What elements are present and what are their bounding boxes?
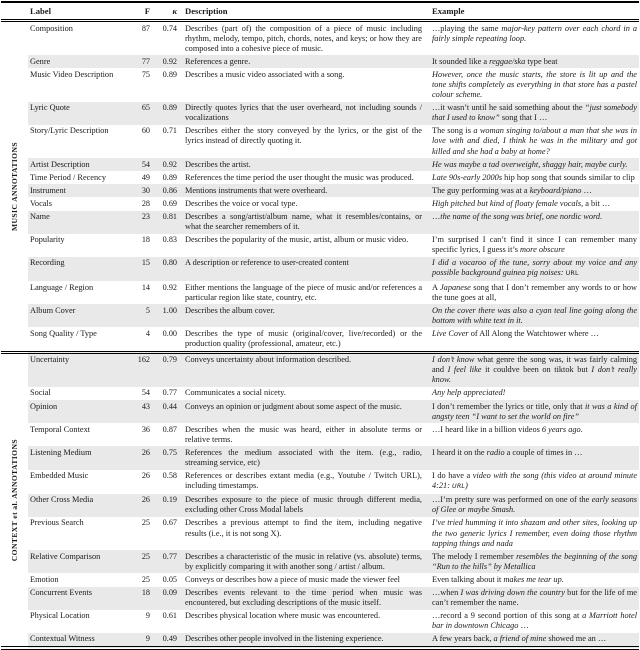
label-cell: Vocals	[30, 198, 52, 208]
example-cell: I’ve tried humming it into shazam and other sites, looking up the two generic lyrics I remember, even doing those rhythm tapping things and nada	[432, 518, 637, 548]
table-row	[1, 387, 639, 400]
label-cell: Song Quality / Type	[30, 328, 97, 338]
kappa-cell: 0.05	[162, 574, 177, 584]
description-cell: Conveys uncertainty about information described.	[179, 352, 429, 387]
example-cell: The song is a woman singing to/about a man that she was in love with and died, I think he was in the military and got killed and she had a baby at home?	[432, 126, 637, 156]
label-cell: Artist Description	[28, 158, 132, 171]
header-row	[1, 2, 639, 21]
label-cell: Previous Search	[30, 518, 84, 528]
description-cell: References or describes extant media (e.g., Youtube / Twitch URL), including timestamps.	[185, 471, 422, 491]
kappa-cell: 0.00	[162, 328, 177, 338]
table-row	[1, 587, 639, 610]
kappa-cell: 0.83	[162, 235, 177, 245]
table-row	[1, 423, 639, 446]
section-title-vertical	[1, 352, 28, 648]
kappa-cell: 0.74	[162, 23, 177, 33]
kappa-cell: 0.77	[162, 388, 177, 398]
section-title-text: MUSIC ANNOTATIONS	[10, 141, 19, 231]
example-cell: …record a 9 second portion of this song at a Marriott hotel bar in downtown Chicago …	[432, 611, 637, 631]
description-cell: Describes the popularity of the music, artist, album or music video.	[185, 235, 409, 245]
frequency-cell: 4	[145, 328, 150, 338]
kappa-cell: 0.89	[152, 102, 179, 125]
table-row	[1, 610, 639, 633]
description-cell: Describes the type of music (original/cover, live/recorded) or the production quality (professional, amateur, etc.)	[185, 328, 422, 349]
kappa-cell: 0.67	[162, 518, 177, 528]
table-row	[1, 327, 639, 352]
table-row	[1, 494, 639, 517]
frequency-cell: 26	[132, 494, 152, 517]
table-row	[1, 257, 639, 281]
description-cell: Conveys or describes how a piece of music made the viewer feel	[185, 574, 400, 584]
kappa-cell: 0.92	[152, 55, 179, 68]
example-cell: He was maybe a tad overweight, shaggy hair, maybe curly.	[429, 158, 639, 171]
label-cell: Name	[28, 211, 132, 234]
table-row	[1, 400, 639, 423]
frequency-cell: 26	[141, 471, 150, 481]
example-cell: Live Cover of All Along the Watchtower where …	[432, 328, 599, 338]
kappa-cell: 0.80	[152, 257, 179, 281]
frequency-cell: 14	[141, 282, 150, 292]
kappa-cell: 0.58	[162, 471, 177, 481]
frequency-cell: 28	[141, 198, 150, 208]
label-cell: Recording	[28, 257, 132, 281]
example-cell: I don’t remember the lyrics or title, only that it was a kind of angsty teen “I want to set the world on fire”	[429, 400, 639, 423]
frequency-cell: 36	[141, 424, 150, 434]
example-cell: High pitched but kind of floaty female vocals, a bit …	[432, 198, 611, 208]
description-cell: Describes the artist.	[179, 158, 429, 171]
table-row	[1, 158, 639, 171]
kappa-cell: 0.49	[152, 633, 179, 648]
frequency-cell: 75	[141, 69, 150, 79]
description-cell: Describes when the music was heard, either in absolute terms or relative terms.	[185, 424, 422, 444]
label-cell: Composition	[30, 23, 73, 33]
table-row	[1, 550, 639, 573]
description-cell: References a genre.	[179, 55, 429, 68]
example-cell: The guy performing was at a keyboard/piano …	[429, 184, 639, 197]
table-header	[1, 2, 639, 21]
description-cell: References the time period the user thought the music was produced.	[185, 172, 414, 182]
label-cell: Relative Comparison	[28, 550, 132, 573]
frequency-cell: 18	[132, 587, 152, 610]
kappa-cell: 0.71	[162, 126, 177, 136]
example-cell: …I heard like in a billion videos 6 years ago.	[432, 424, 583, 434]
label-cell: Story/Lyric Description	[30, 126, 109, 136]
description-cell: Describes a characteristic of the music in relative (vs. absolute) terms, by explicitly comparing it with another song / artist / album.	[179, 550, 429, 573]
kappa-cell: 0.75	[152, 446, 179, 469]
label-cell: Contextual Witness	[28, 633, 132, 648]
kappa-cell: 0.61	[162, 611, 177, 621]
description-cell: Describes a previous attempt to find the item, including negative results (i.e., it is not song X).	[185, 518, 422, 538]
example-cell: I do have a video with the song (this video at around minute 4:21: URL)	[432, 471, 637, 491]
label-cell: Temporal Context	[30, 424, 91, 434]
col-header-frequency: F	[132, 2, 152, 21]
kappa-cell: 0.89	[162, 172, 177, 182]
kappa-cell: 0.09	[152, 587, 179, 610]
table-row	[1, 55, 639, 68]
label-cell: Lyric Quote	[28, 102, 132, 125]
frequency-cell: 18	[141, 235, 150, 245]
label-cell: Listening Medium	[28, 446, 132, 469]
label-cell: Album Cover	[28, 304, 132, 327]
frequency-cell: 25	[132, 550, 152, 573]
label-cell: Physical Location	[30, 611, 90, 621]
label-cell: Concurrent Events	[28, 587, 132, 610]
kappa-cell: 0.81	[152, 211, 179, 234]
table-row	[1, 171, 639, 184]
frequency-cell: 87	[141, 23, 150, 33]
frequency-cell: 26	[132, 446, 152, 469]
table-row	[1, 234, 639, 257]
label-cell: Music Video Description	[30, 69, 114, 79]
description-cell: References the medium associated with the item. (e.g., radio, streaming service, etc)	[179, 446, 429, 469]
annotation-section	[1, 21, 639, 353]
example-cell: …the name of the song was brief, one nordic word.	[429, 211, 639, 234]
section-title-text: CONTEXT et al. ANNOTATIONS	[10, 438, 19, 561]
col-header-example: Example	[429, 2, 639, 21]
kappa-cell: 0.77	[152, 550, 179, 573]
annotation-section	[1, 352, 639, 648]
table-row	[1, 68, 639, 101]
frequency-cell: 25	[141, 518, 150, 528]
frequency-cell: 15	[132, 257, 152, 281]
example-cell: However, once the music starts, the store is lit up and the tone shifts completely as everything in that store has a pastel colour scheme.	[432, 69, 637, 100]
frequency-cell: 162	[132, 352, 152, 387]
frequency-cell: 54	[132, 158, 152, 171]
label-cell: Social	[30, 388, 51, 398]
description-cell: Describes events relevant to the time period when music was encountered, but excluding descriptions of the music itself.	[179, 587, 429, 610]
description-cell: Describes a song/artist/album name, what it resembles/contains, or what the searcher remembers of it.	[179, 211, 429, 234]
example-cell: A few years back, a friend of mine showed me an …	[429, 633, 639, 648]
label-cell: Instrument	[28, 184, 132, 197]
col-header-description: Description	[179, 2, 429, 21]
example-cell: …it wasn’t until he said something about the “just somebody that I used to know” song that I …	[429, 102, 639, 125]
description-cell: Describes physical location where music was encountered.	[185, 611, 381, 621]
example-cell: …when I was driving down the country but for the life of me can’t remember the name.	[429, 587, 639, 610]
table-row	[1, 21, 639, 56]
table-row	[1, 304, 639, 327]
frequency-cell: 60	[141, 126, 150, 136]
label-cell: Time Period / Recency	[30, 172, 106, 182]
table-row	[1, 184, 639, 197]
example-cell: Any help appreciated!	[432, 388, 506, 398]
table-row	[1, 517, 639, 550]
example-cell: A Japanese song that I don’t remember any words to or how the tune goes at all,	[432, 282, 638, 302]
example-cell: …playing the same major-key pattern over each chord in a fairly simple repeating loop.	[432, 23, 638, 43]
description-cell: A description or reference to user-created content	[179, 257, 429, 281]
col-header-kappa: κ	[152, 2, 179, 21]
kappa-cell: 0.19	[152, 494, 179, 517]
description-cell: Directly quotes lyrics that the user overheard, not including sounds / vocalizations	[179, 102, 429, 125]
label-cell: Popularity	[30, 235, 65, 245]
kappa-cell: 0.92	[152, 158, 179, 171]
annotation-table	[1, 1, 639, 650]
frequency-cell: 49	[141, 172, 150, 182]
kappa-cell: 0.92	[162, 282, 177, 292]
description-cell: Describes exposure to the piece of music through different media, excluding other Cross Modal labels	[179, 494, 429, 517]
table-row	[1, 197, 639, 210]
label-cell: Other Cross Media	[28, 494, 132, 517]
example-cell: I’m surprised I can’t find it since I can remember many specific lyrics, I guess it’s more obscure	[432, 235, 637, 255]
frequency-cell: 23	[132, 211, 152, 234]
table-row	[1, 125, 639, 158]
label-cell: Genre	[28, 55, 132, 68]
col-header-label: Label	[28, 2, 132, 21]
table-row	[1, 573, 639, 586]
description-cell: Describes a music video associated with a song.	[185, 69, 345, 79]
example-cell: Even talking about it makes me tear up.	[432, 574, 564, 584]
example-cell: …I’m pretty sure was performed on one of the early seasons of Glee or maybe Smash.	[429, 494, 639, 517]
table-row	[1, 470, 639, 494]
example-cell: It sounded like a reggae/ska type beat	[429, 55, 639, 68]
description-cell: Either mentions the language of the piece of music and/or references a particular region like state, country, etc.	[185, 282, 422, 302]
description-cell: Describes either the story conveyed by the lyrics, or the gist of the lyrics instead of directly quoting it.	[185, 126, 422, 146]
kappa-cell: 0.79	[152, 352, 179, 387]
example-cell: Late 90s-early 2000s hip hop song that sounds similar to clip	[432, 172, 635, 182]
frequency-cell: 9	[132, 633, 152, 648]
kappa-cell: 1.00	[152, 304, 179, 327]
kappa-cell: 0.87	[162, 424, 177, 434]
frequency-cell: 5	[132, 304, 152, 327]
table-row	[1, 211, 639, 234]
table-row	[1, 446, 639, 469]
description-cell: Mentions instruments that were overheard.	[179, 184, 429, 197]
frequency-cell: 30	[132, 184, 152, 197]
section-title-vertical	[1, 21, 28, 353]
kappa-cell: 0.89	[162, 69, 177, 79]
table-row	[1, 633, 639, 648]
description-cell: Describes (part of) the composition of a piece of music including rhythm, melody, tempo, pitch, chords, notes, and keys; or how they are composed into a cohesive piece of music.	[185, 23, 422, 53]
example-cell: I did a vocaroo of the tune, sorry about my voice and any possible background guinea pig noises: URL	[429, 257, 639, 281]
label-cell: Uncertainty	[28, 352, 132, 387]
frequency-cell: 43	[132, 400, 152, 423]
kappa-cell: 0.69	[162, 198, 177, 208]
example-cell: On the cover there was also a cyan teal line going along the bottom with white text in it.	[429, 304, 639, 327]
description-cell: Describes other people involved in the listening experience.	[179, 633, 429, 648]
label-cell: Opinion	[28, 400, 132, 423]
description-cell: Describes the voice or vocal type.	[185, 198, 298, 208]
example-cell: I don’t know what genre the song was, it was fairly calming and I feel like it couldve been on tiktok but I don’t really know.	[429, 352, 639, 387]
example-cell: I heard it on the radio a couple of times in …	[429, 446, 639, 469]
table-row	[1, 281, 639, 304]
description-cell: Communicates a social nicety.	[185, 388, 286, 398]
frequency-cell: 54	[141, 388, 150, 398]
example-cell: The melody I remember resembles the beginning of the song “Run to the hills” by Metallica	[429, 550, 639, 573]
description-cell: Conveys an opinion or judgment about some aspect of the music.	[179, 400, 429, 423]
frequency-cell: 9	[145, 611, 150, 621]
table-row	[1, 352, 639, 387]
header-spacer	[1, 2, 28, 21]
label-cell: Embedded Music	[30, 471, 89, 481]
frequency-cell: 25	[141, 574, 150, 584]
kappa-cell: 0.44	[152, 400, 179, 423]
frequency-cell: 77	[132, 55, 152, 68]
frequency-cell: 65	[132, 102, 152, 125]
label-cell: Language / Region	[30, 282, 94, 292]
kappa-cell: 0.86	[152, 184, 179, 197]
description-cell: Describes the album cover.	[179, 304, 429, 327]
table-row	[1, 102, 639, 125]
label-cell: Emotion	[30, 574, 59, 584]
